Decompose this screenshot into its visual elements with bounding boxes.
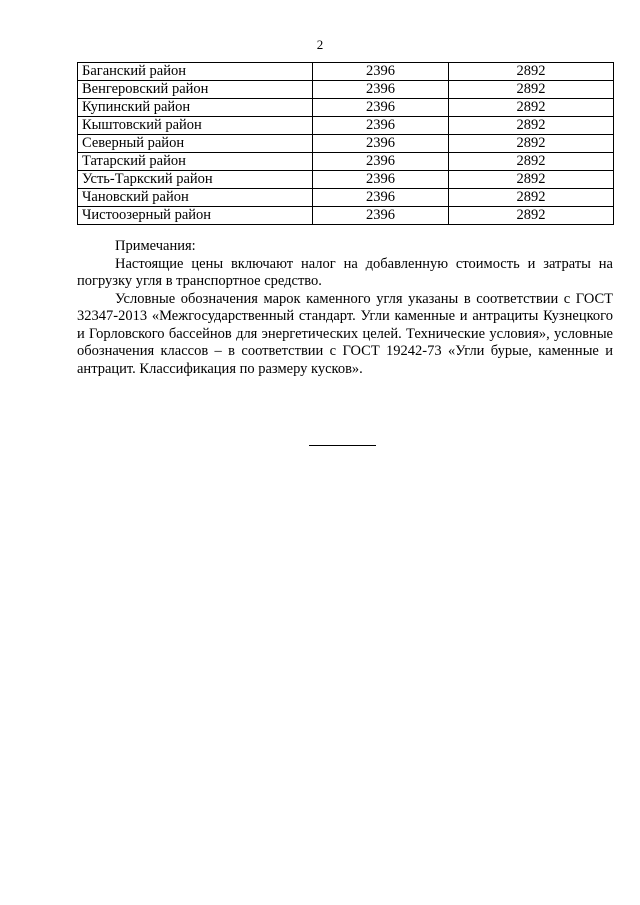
price-cell-1: 2396 — [313, 81, 449, 99]
price-cell-2: 2892 — [449, 63, 614, 81]
table-row — [78, 63, 614, 81]
table-row — [78, 117, 614, 135]
price-cell-2: 2892 — [449, 81, 614, 99]
price-cell-2: 2892 — [449, 171, 614, 189]
price-cell-2: 2892 — [449, 99, 614, 117]
table-row — [78, 153, 614, 171]
price-cell-1: 2396 — [313, 153, 449, 171]
price-cell-1: 2396 — [313, 117, 449, 135]
district-cell: Чановский район — [78, 189, 313, 207]
district-cell: Усть-Таркский район — [78, 171, 313, 189]
price-table — [77, 62, 614, 225]
notes-section — [77, 238, 613, 378]
end-divider — [309, 445, 376, 446]
price-cell-1: 2396 — [313, 171, 449, 189]
table-row — [78, 81, 614, 99]
district-cell: Татарский район — [78, 153, 313, 171]
price-cell-2: 2892 — [449, 117, 614, 135]
price-cell-1: 2396 — [313, 63, 449, 81]
notes-heading: Примечания: — [115, 238, 196, 254]
price-cell-1: 2396 — [313, 189, 449, 207]
table-row — [78, 189, 614, 207]
district-cell: Чистоозерный район — [78, 207, 313, 225]
notes-paragraph-gost: Условные обозначения марок каменного угля указаны в соответствии с ГОСТ 32347-2013 «Межгосударственный стандарт. Угли каменные и антрациты Кузнецкого и Горловского бассейнов для энергетических целей. Технические условия», условные обозначения классов – в соответствии с ГОСТ 19242-73 «Угли бурые, каменные и антрацит. Классификация по размеру кусков». — [77, 290, 613, 377]
district-cell: Венгеровский район — [78, 81, 313, 99]
price-cell-1: 2396 — [313, 135, 449, 153]
district-cell: Баганский район — [78, 63, 313, 81]
district-cell: Северный район — [78, 135, 313, 153]
notes-paragraph-vat: Настоящие цены включают налог на добавленную стоимость и затраты на погрузку угля в транспортное средство. — [77, 255, 613, 289]
table-row — [78, 135, 614, 153]
price-cell-2: 2892 — [449, 207, 614, 225]
price-cell-1: 2396 — [313, 207, 449, 225]
table-row — [78, 207, 614, 225]
price-cell-2: 2892 — [449, 135, 614, 153]
table-row — [78, 99, 614, 117]
table-row — [78, 171, 614, 189]
price-cell-1: 2396 — [313, 99, 449, 117]
page-number: 2 — [316, 37, 324, 52]
district-cell: Кыштовский район — [78, 117, 313, 135]
price-cell-2: 2892 — [449, 189, 614, 207]
price-cell-2: 2892 — [449, 153, 614, 171]
district-cell: Купинский район — [78, 99, 313, 117]
